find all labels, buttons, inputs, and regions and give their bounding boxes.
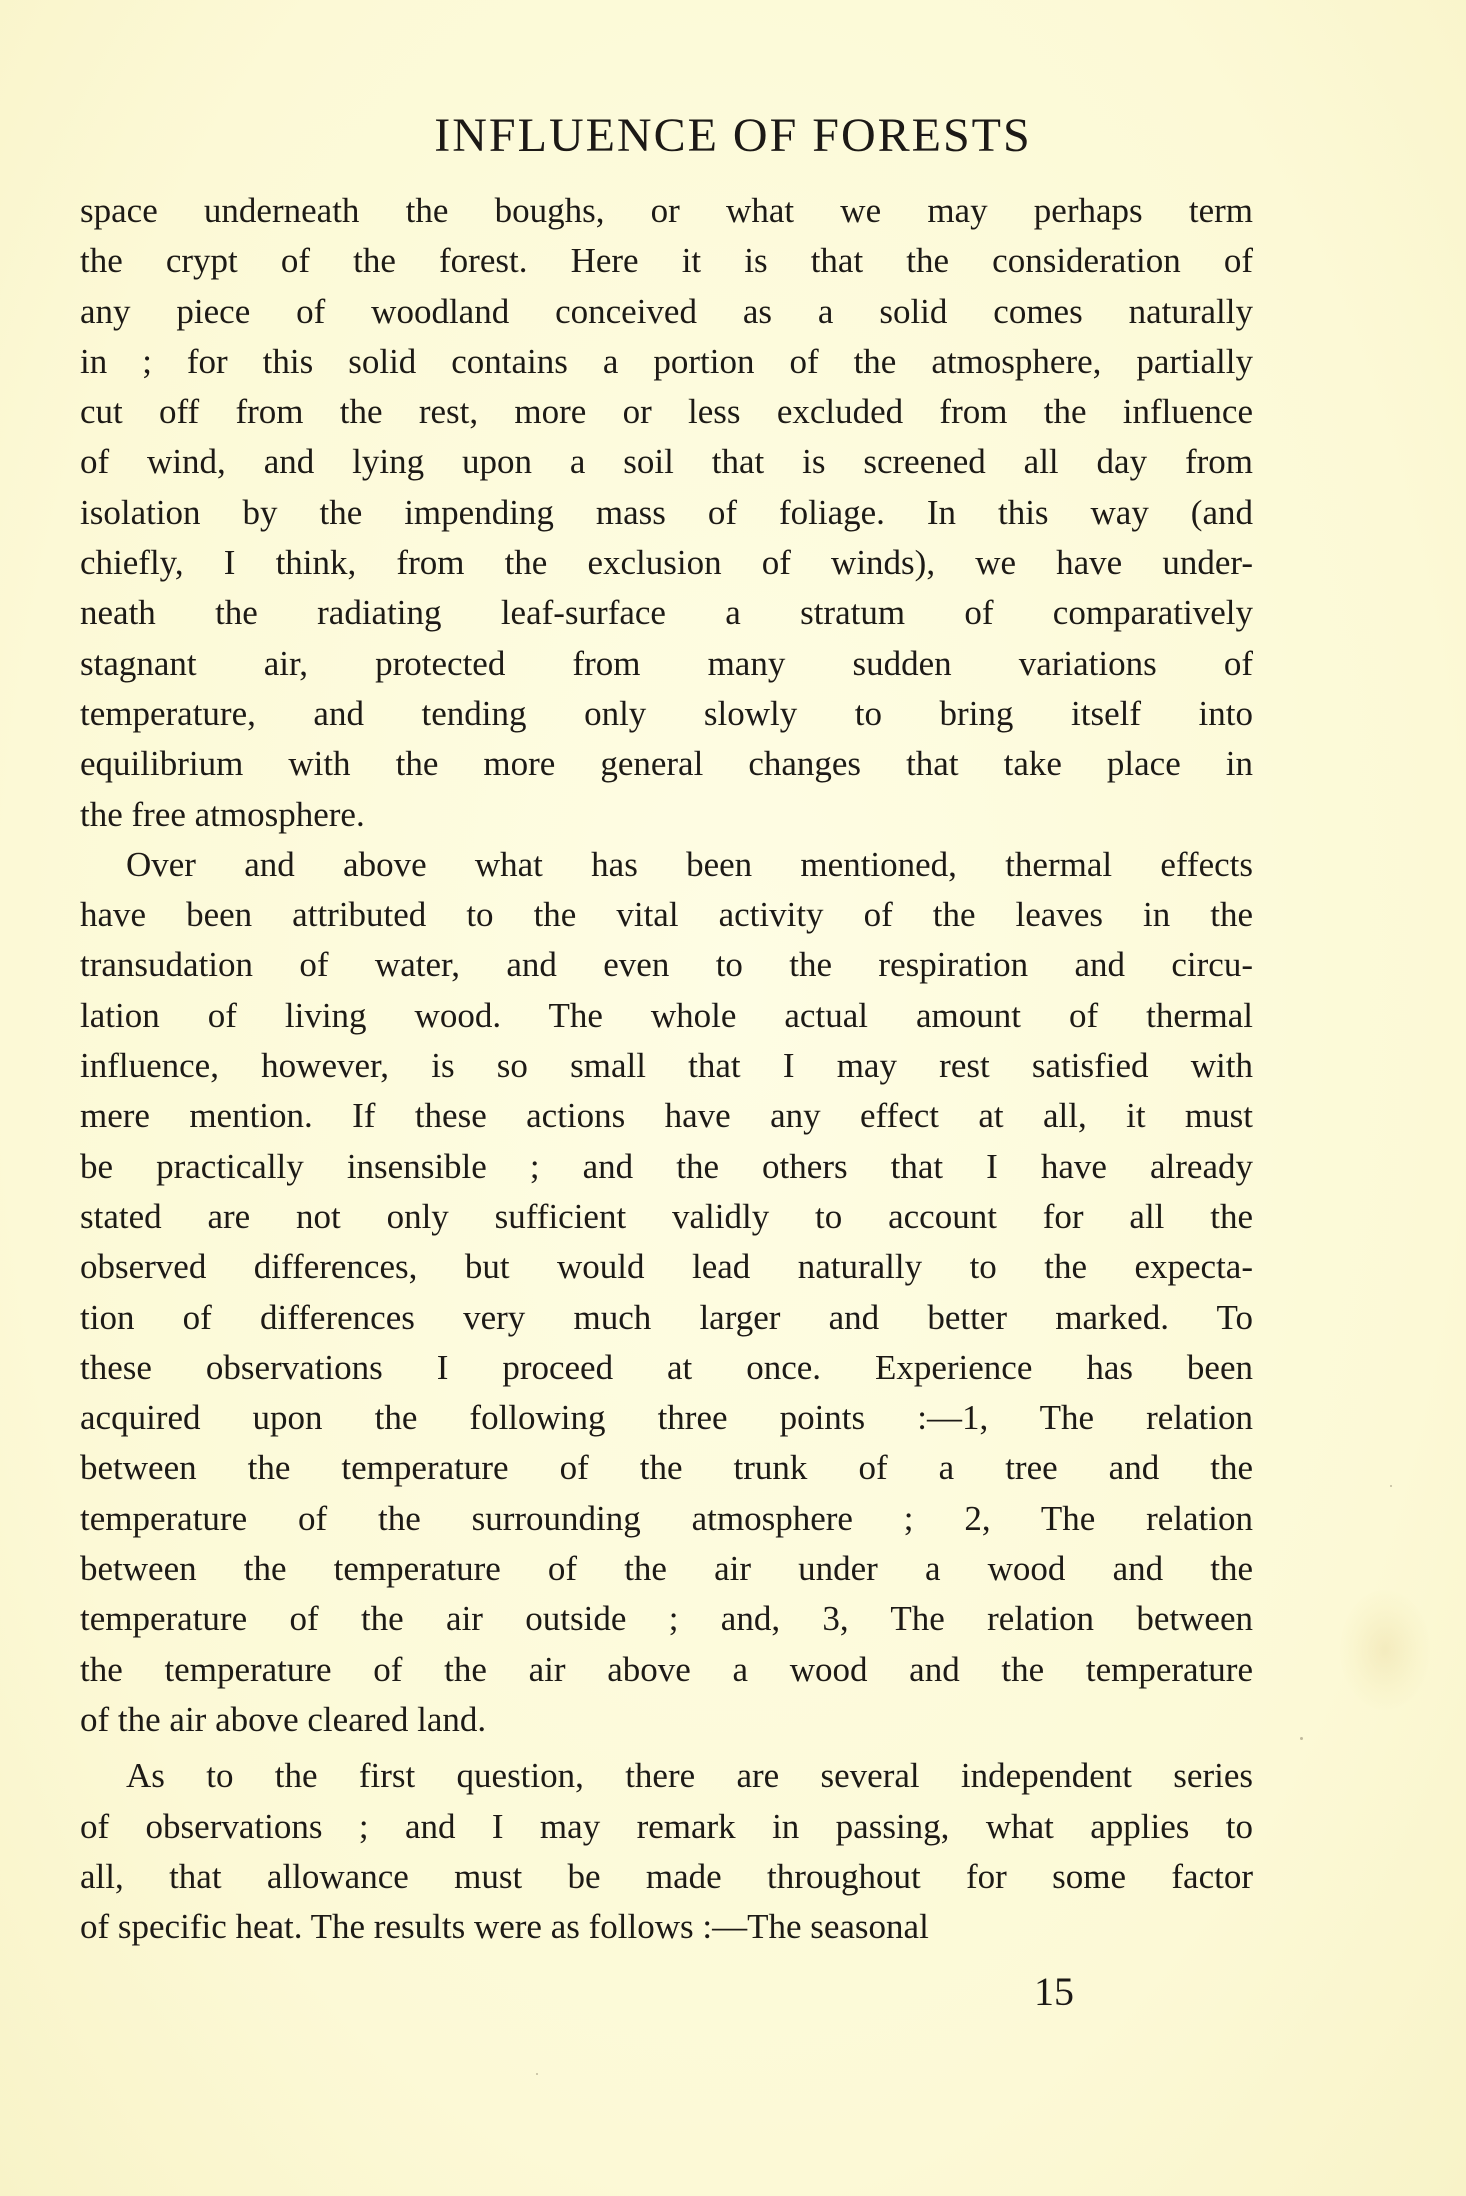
text-line: temperature, and tending only slowly to bring itself into [80, 693, 1253, 733]
text-line: temperature of the air outside ; and, 3, The relation between [80, 1599, 1253, 1639]
text-line: all, that allowance must be made throughout for some factor [80, 1856, 1253, 1896]
text-line: space underneath the boughs, or what we may perhaps term [80, 191, 1253, 230]
text-line: of wind, and lying upon a soil that is screened all day from [80, 442, 1253, 482]
text-line: of specific heat. The results were as follows :—The seasonal [80, 1907, 929, 1947]
text-line: transudation of water, and even to the respiration and circu- [80, 945, 1253, 985]
text-line: temperature of the surrounding atmosphere ; 2, The relation [80, 1498, 1253, 1538]
text-line: of observations ; and I may remark in passing, what applies to [80, 1806, 1253, 1846]
paragraph [80, 1751, 1253, 1952]
text-line: the temperature of the air above a wood and the temperature [80, 1649, 1253, 1689]
paragraph [80, 840, 1253, 1745]
text-line: Over and above what has been mentioned, thermal effects [126, 844, 1253, 884]
text-line: tion of differences very much larger and better marked. To [80, 1297, 1253, 1337]
text-line: equilibrium with the more general changes that take place in [80, 744, 1253, 784]
paper-speck [1390, 1485, 1392, 1487]
text-line: observed differences, but would lead naturally to the expecta- [80, 1247, 1253, 1287]
text-line: influence, however, is so small that I may rest satisfied with [80, 1046, 1253, 1086]
text-line: acquired upon the following three points :—1, The relation [80, 1398, 1253, 1438]
text-line: of the air above cleared land. [80, 1699, 487, 1739]
text-line: isolation by the impending mass of foliage. In this way (and [80, 492, 1253, 532]
text-line: the free atmosphere. [80, 794, 365, 834]
text-line: neath the radiating leaf-surface a stratum of comparatively [80, 593, 1253, 633]
text-line: mere mention. If these actions have any effect at all, it must [80, 1096, 1253, 1136]
text-line: cut off from the rest, more or less excluded from the influence [80, 392, 1253, 432]
text-line: the crypt of the forest. Here it is that the consideration of [80, 241, 1253, 281]
paper-speck [536, 2073, 538, 2075]
text-line: have been attributed to the vital activity of the leaves in the [80, 895, 1253, 935]
text-line: stagnant air, protected from many sudden variations of [80, 643, 1253, 683]
text-line: chiefly, I think, from the exclusion of winds), we have under- [80, 543, 1253, 583]
text-line: in ; for this solid contains a portion of the atmosphere, partially [80, 341, 1253, 381]
paper-speck [1300, 1737, 1303, 1740]
paragraph [80, 186, 1253, 840]
text-line: stated are not only sufficient validly to account for all the [80, 1196, 1253, 1236]
text-line: between the temperature of the air under a wood and the [80, 1549, 1253, 1589]
text-line: any piece of woodland conceived as a solid comes naturally [80, 291, 1253, 331]
text-line: between the temperature of the trunk of a tree and the [80, 1448, 1253, 1488]
text-line: lation of living wood. The whole actual amount of thermal [80, 995, 1253, 1035]
text-line: these observations I proceed at once. Experience has been [80, 1347, 1253, 1387]
running-head: INFLUENCE OF FORESTS [434, 109, 1032, 162]
body-text [80, 186, 1253, 1952]
page-number: 15 [1034, 1969, 1074, 2014]
text-line: As to the first question, there are several independent series [126, 1756, 1253, 1796]
text-line: be practically insensible ; and the others that I have already [80, 1146, 1253, 1186]
paper-stain [1340, 1590, 1430, 1710]
